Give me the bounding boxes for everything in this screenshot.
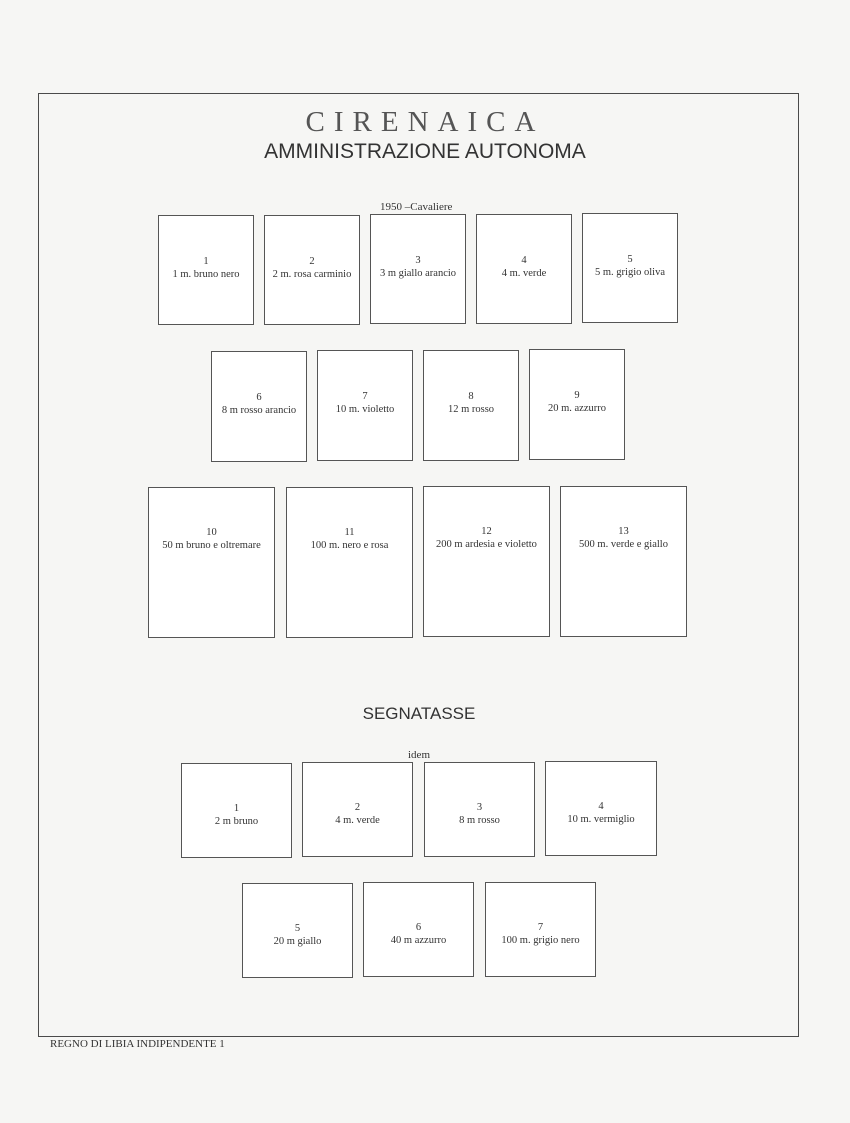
stamp-description: 4 m. verde <box>501 268 547 279</box>
stamp-number: 13 <box>618 526 629 537</box>
stamp-description: 10 m. vermiglio <box>567 814 635 825</box>
stamp-slot <box>545 761 657 856</box>
stamp-description: 2 m. rosa carminio <box>272 269 352 280</box>
stamp-slot <box>424 762 535 857</box>
stamp-description: 100 m. grigio nero <box>501 935 580 946</box>
stamp-description: 2 m bruno <box>214 816 259 827</box>
stamp-number: 3 <box>415 255 421 266</box>
stamp-description: 1 m. bruno nero <box>172 269 240 280</box>
stamp-description: 20 m giallo <box>273 936 322 947</box>
stamp-description: 4 m. verde <box>335 815 380 826</box>
series-label: idem <box>408 749 430 761</box>
stamp-slot <box>302 762 413 857</box>
stamp-description: 200 m ardesia e violetto <box>436 539 537 550</box>
stamp-description: 8 m rosso <box>459 815 500 826</box>
stamp-number: 8 <box>468 391 474 402</box>
stamp-slot <box>423 350 519 461</box>
stamp-description: 8 m rosso arancio <box>221 405 297 416</box>
stamp-number: 2 <box>309 256 315 267</box>
stamp-slot <box>529 349 625 460</box>
stamp-slot <box>582 213 678 323</box>
stamp-description: 3 m giallo arancio <box>379 268 457 279</box>
stamp-description: 10 m. violetto <box>335 404 395 415</box>
stamp-number: 1 <box>203 256 209 267</box>
stamp-number: 3 <box>476 802 483 813</box>
stamp-number: 9 <box>574 390 580 401</box>
stamp-slot <box>317 350 413 461</box>
stamp-slot <box>158 215 254 325</box>
stamp-slot <box>560 486 687 637</box>
stamp-slot <box>264 215 360 325</box>
stamp-slot <box>286 487 413 638</box>
stamp-number: 6 <box>256 392 262 403</box>
stamp-slot <box>242 883 353 978</box>
stamp-number: 5 <box>627 254 633 265</box>
stamp-description: 500 m. verde e giallo <box>579 539 668 550</box>
stamp-slot <box>476 214 572 324</box>
stamp-slot <box>148 487 275 638</box>
stamp-number: 12 <box>481 526 492 537</box>
stamp-slot <box>370 214 466 324</box>
stamp-number: 6 <box>415 922 422 933</box>
stamp-number: 4 <box>521 255 527 266</box>
stamp-number: 1 <box>233 803 240 814</box>
page-subtitle: AMMINISTRAZIONE AUTONOMA <box>264 140 586 163</box>
series-label: 1950 –Cavaliere <box>380 201 453 213</box>
stamp-number: 2 <box>354 802 361 813</box>
stamp-number: 7 <box>537 922 544 933</box>
stamp-number: 4 <box>598 801 604 812</box>
stamp-slot <box>181 763 292 858</box>
stamp-description: 100 m. nero e rosa <box>310 540 389 551</box>
stamp-number: 7 <box>362 391 368 402</box>
stamp-number: 5 <box>294 923 301 934</box>
stamp-slot <box>363 882 474 977</box>
stamp-description: 5 m. grigio oliva <box>595 267 665 278</box>
page-title: CIRENAICA <box>305 106 545 138</box>
page-footer: REGNO DI LIBIA INDIPENDENTE 1 <box>50 1038 225 1050</box>
stamp-slot <box>485 882 596 977</box>
stamp-slot <box>423 486 550 637</box>
section-title-segnatasse: SEGNATASSE <box>362 704 476 723</box>
stamp-number: 11 <box>344 527 355 538</box>
stamp-description: 12 m rosso <box>447 404 495 415</box>
stamp-slot <box>211 351 307 462</box>
stamp-description: 20 m. azzurro <box>547 403 607 414</box>
stamp-number: 10 <box>206 527 217 538</box>
stamp-description: 50 m bruno e oltremare <box>162 540 261 551</box>
stamp-description: 40 m azzurro <box>390 935 447 946</box>
